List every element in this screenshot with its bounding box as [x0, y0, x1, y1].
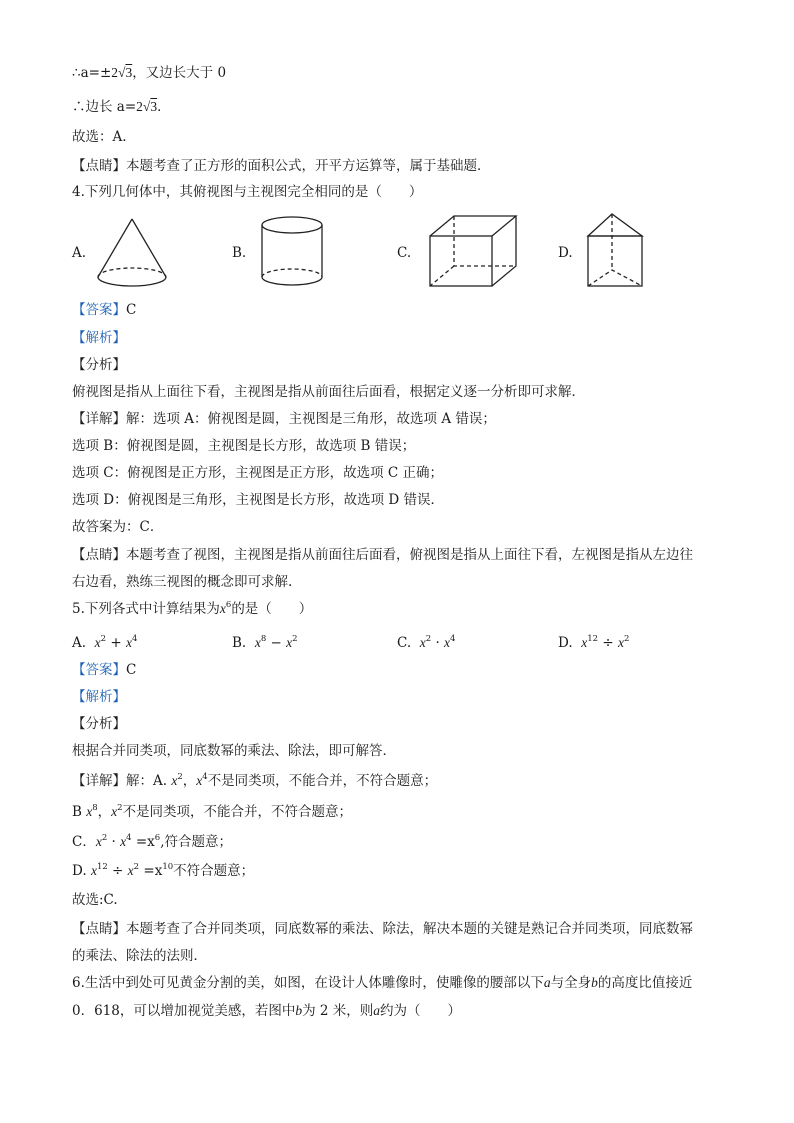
tag-answer: 【答案】 [72, 302, 126, 318]
var-x: x [419, 635, 426, 650]
q5-dianjing-2: 的乘法、除法的法则． [72, 948, 207, 964]
q5-detail-c [72, 833, 232, 851]
q4-dianjing-1 [72, 546, 693, 564]
exponent: 2 [117, 803, 123, 813]
q6-stem-1 [72, 974, 692, 992]
answer-value: C [126, 662, 137, 678]
q5-option-d [558, 634, 629, 652]
exponent: 2 [623, 634, 630, 644]
stem-text-end: 的是（ ） [231, 601, 313, 617]
q5-detail-b [72, 803, 352, 821]
cube-top-face [430, 216, 516, 236]
exponent: 12 [96, 862, 108, 872]
prism-figure [584, 212, 646, 292]
equals-x: =x [131, 834, 155, 850]
line-choose-a: 故选：A. [72, 129, 127, 145]
text-prefix: ∴边长 a= [72, 99, 137, 115]
var-x: x [617, 635, 624, 650]
q4-option-a-label: A. [72, 245, 87, 261]
var-x: x [94, 635, 101, 650]
option-label: D. [558, 635, 573, 651]
q4-jiexi-tag: 【解析】 [72, 330, 126, 346]
exponent: 4 [131, 634, 138, 644]
exponent: 2 [425, 634, 432, 644]
tag-xiangjie: 【详解】 [72, 411, 126, 427]
q4-detail-1 [72, 410, 496, 428]
q6-stem-2 [72, 1002, 461, 1020]
q4-option-d-label: D. [558, 245, 573, 261]
line-side-length [72, 98, 171, 116]
exponent: 2 [100, 634, 107, 644]
op-minus: − [266, 635, 287, 651]
var-x: x [286, 635, 293, 650]
var-x: x [111, 804, 118, 819]
cylinder-top [262, 217, 322, 233]
var-b: b [591, 975, 598, 990]
op-div: ÷ [598, 635, 618, 651]
q4-fenxi-text: 俯视图是指从上面往下看，主视图是指从前面往后面看，根据定义逐一分析即可求解． [72, 384, 585, 400]
tag-dianjing: 【点睛】 [72, 921, 126, 937]
detail-text: 不是同类项，不能合并，不符合题意； [207, 773, 438, 789]
cone-base-front [98, 277, 166, 286]
detail-prefix: C． [72, 834, 96, 850]
exponent: 2 [133, 862, 140, 872]
prism-front-face [588, 236, 642, 286]
exponent: 8 [260, 634, 267, 644]
exponent: 4 [126, 833, 132, 843]
cone-base-back [98, 268, 166, 277]
stem-text-end: 的高度比值接近 [597, 975, 693, 991]
q5-option-c [397, 634, 455, 652]
detail-prefix: 解：A. [126, 773, 172, 789]
line-sqrt-result [72, 64, 226, 82]
q5-jiexi-tag: 【解析】 [72, 689, 126, 705]
var-x: x [171, 773, 178, 788]
var-x: x [125, 635, 132, 650]
stem-text: 0．618，可以增加视觉美感，若图中 [72, 1003, 296, 1019]
q4-detail-5: 故答案为：C． [72, 519, 164, 535]
q5-stem [72, 600, 312, 618]
q4-option-b-label: B. [232, 245, 247, 261]
var-x: x [90, 863, 97, 878]
stem-text: 6.生活中到处可见黄金分割的美，如图，在设计人体雕像时，使雕像的腰部以下 [72, 975, 544, 991]
comma: ， [182, 773, 197, 789]
detail-text: 不符合题意； [173, 863, 255, 879]
exponent: 2 [101, 833, 108, 843]
radical-coef: 2 [111, 65, 119, 80]
radical-expr: 2√3 [136, 99, 158, 114]
q5-fenxi-tag: 【分析】 [72, 716, 126, 732]
detail-prefix: D. [72, 863, 91, 879]
tag-dianjing: 【点睛】 [72, 547, 126, 563]
op-div: ÷ [107, 863, 128, 879]
line-dianjing-q3 [72, 157, 491, 175]
exponent: 8 [92, 803, 98, 813]
q4-option-c-label: C. [397, 245, 412, 261]
var-x: x [581, 635, 588, 650]
tag-dianjing: 【点睛】 [72, 158, 126, 174]
cylinder-base-back [262, 269, 322, 277]
text-suffix: ． [157, 99, 171, 115]
q4-fenxi-tag: 【分析】 [72, 357, 126, 373]
exponent: 2 [292, 634, 298, 644]
stem-text-mid: 为 2 米，则 [302, 1003, 374, 1019]
q4-dianjing-2: 右边看，熟练三视图的概念即可求解. [72, 574, 293, 590]
var-x: x [86, 804, 93, 819]
prism-top-face [588, 214, 642, 236]
exponent: 2 [177, 772, 183, 782]
radicand: 3 [150, 99, 158, 114]
equals-x: =x [139, 863, 163, 879]
q4-detail-3: 选项 C：俯视图是正方形，主视图是正方形，故选项 C 正确； [72, 465, 444, 481]
q5-dianjing-1 [72, 920, 693, 938]
prism-hidden-base [588, 270, 642, 286]
stem-text-end: 约为（ ） [380, 1003, 462, 1019]
q5-option-b [232, 634, 298, 652]
q5-fenxi-text: 根据合并同类项，同底数幂的乘法、除法，即可解答． [72, 743, 396, 759]
exponent: 6 [225, 600, 232, 610]
cube-front-face [430, 236, 492, 286]
text-suffix: ，又边长大于 0 [132, 65, 227, 81]
op-dot: · [431, 635, 445, 651]
radicand: 3 [125, 65, 133, 80]
q4-detail-4: 选项 D：俯视图是三角形，主视图是长方形，故选项 D 错误． [72, 492, 445, 508]
detail-prefix: B [72, 804, 87, 820]
detail-text: ,符合题意； [160, 834, 232, 850]
cylinder-figure [257, 213, 327, 291]
option-label: C. [397, 635, 412, 651]
cone-right-edge [132, 219, 166, 277]
var-x: x [196, 773, 203, 788]
tag-answer: 【答案】 [72, 662, 126, 678]
q5-detail-a [72, 772, 437, 790]
var-b: b [295, 1003, 303, 1018]
cylinder-base-front [262, 277, 322, 285]
radical-coef: 2 [136, 99, 143, 114]
var-x: x [95, 834, 102, 849]
exponent: 4 [450, 634, 456, 644]
tag-xiangjie: 【详解】 [72, 773, 126, 789]
exponent: 6 [154, 833, 161, 843]
answer-value: C [126, 302, 137, 318]
var-x: x [254, 635, 261, 650]
dianjing-text: 本题考查了合并同类项，同底数幂的乘法、除法，解决本题的关键是熟记合并同类项，同底数幂 [126, 921, 693, 937]
exponent: 10 [162, 862, 174, 872]
var-x: x [219, 601, 226, 616]
q4-stem: 4.下列几何体中，其俯视图与主视图完全相同的是（ ） [72, 184, 423, 200]
q5-detail-d [72, 862, 254, 880]
var-x: x [120, 834, 127, 849]
exponent: 12 [587, 634, 599, 644]
op-plus: + [106, 635, 126, 651]
var-a: a [543, 975, 551, 990]
cube-figure [428, 214, 520, 290]
var-x: x [444, 635, 451, 650]
text-prefix: ∴a=± [72, 65, 112, 81]
dianjing-text: 本题考查了正方形的面积公式，开平方运算等，属于基础题． [126, 158, 491, 174]
detail-text: 解：选项 A：俯视图是圆，主视图是三角形，故选项 A 错误； [126, 411, 496, 427]
cone-figure [92, 215, 172, 290]
var-a: a [373, 1003, 381, 1018]
exponent: 4 [202, 772, 208, 782]
dianjing-text: 本题考查了视图，主视图是指从前面往后面看，俯视图是指从上面往下看，左视图是指从左边往 [126, 547, 693, 563]
option-label: B. [232, 635, 247, 651]
comma: ， [97, 804, 112, 820]
stem-text: 5.下列各式中计算结果为 [72, 601, 220, 617]
q5-answer [72, 661, 136, 679]
q5-option-a [72, 634, 137, 652]
option-label: A. [72, 635, 87, 651]
q4-detail-2: 选项 B：俯视图是圆，主视图是长方形，故选项 B 错误； [72, 438, 416, 454]
q4-answer [72, 301, 136, 319]
detail-text: 不是同类项，不能合并，不符合题意； [122, 804, 353, 820]
var-x: x [127, 863, 134, 878]
q5-guxuan: 故选:C. [72, 892, 118, 908]
stem-text-mid: 与全身 [550, 975, 592, 991]
radical-expr: 2√3 [111, 65, 133, 80]
op-dot: · [107, 834, 121, 850]
